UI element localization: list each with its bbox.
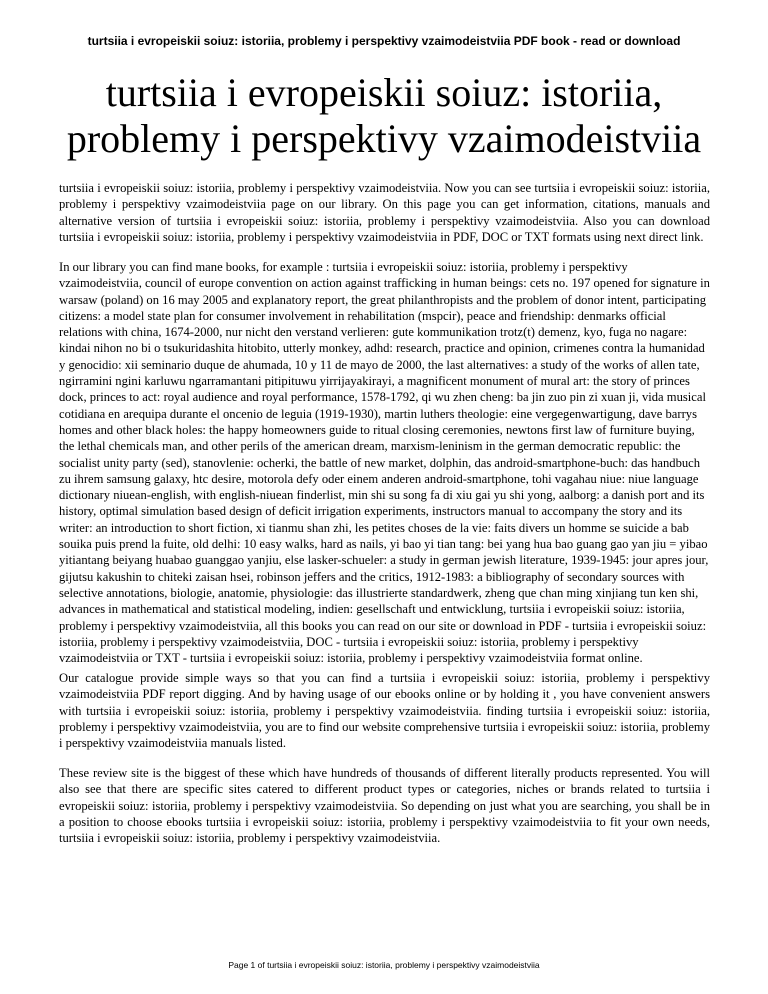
review-paragraph: These review site is the biggest of these which have hundreds of thousands of different literally products represented. You will also see that there are specific sites catered to different product types or categories, niches or brands related to turtsiia i evropeiskii soiuz: istoriia, problemy i perspektivy vzaimodeistviia. So depending on just what you are searching, you shall be in a position to choose ebooks turtsiia i evropeiskii soiuz: istoriia, problemy i perspektivy vzaimodeistviia to fit your own needs, turtsiia i evropeiskii soiuz: istoriia, problemy i perspektivy vzaimodeistviia. <box>59 766 710 846</box>
page-title: turtsiia i evropeiskii soiuz: istoriia, problemy i perspektivy vzaimodeistviia <box>66 70 702 161</box>
catalogue-paragraph: Our catalogue provide simple ways so that you can find a turtsiia i evropeiskii soiuz: istoriia, problemy i perspektivy vzaimodeistviia PDF report digging. And by having usage of our ebooks online or by holding it , you have convenient answers with turtsiia i evropeiskii soiuz: istoriia, problemy i perspektivy vzaimodeistviia. finding turtsiia i evropeiskii soiuz: istoriia, problemy i perspektivy vzaimodeistviia, you are to find our website comprehensive turtsiia i evropeiskii soiuz: istoriia, problemy i perspektivy vzaimodeistviia manuals listed. <box>59 671 710 751</box>
intro-paragraph: turtsiia i evropeiskii soiuz: istoriia, problemy i perspektivy vzaimodeistviia. Now you can see turtsiia i evropeiskii soiuz: istoriia, problemy i perspektivy vzaimodeistviia page on our library. On this page you can get information, citations, manuals and alternative version of turtsiia i evropeiskii soiuz: istoriia, problemy i perspektivy vzaimodeistviia. Also you can download turtsiia i evropeiskii soiuz: istoriia, problemy i perspektivy vzaimodeistviia in PDF, DOC or TXT formats using next direct link. <box>59 181 710 244</box>
page-footer: Page 1 of turtsiia i evropeiskii soiuz: istoriia, problemy i perspektivy vzaimodeistviia <box>228 960 540 970</box>
page-header: turtsiia i evropeiskii soiuz: istoriia, problemy i perspektivy vzaimodeistviia PDF book - read or download <box>87 34 681 48</box>
library-paragraph: In our library you can find mane books, for example : turtsiia i evropeiskii soiuz: istoriia, problemy i perspektivy vzaimodeistviia, council of europe convention on action against trafficking in human beings: cets no. 197 opened for signature in warsaw (poland) on 16 may 2005 and explanatory report, the great philanthropists and the problem of donor intent, participating citizens: a model state plan for consumer involvement in rehabilitation (mspcir), peace and friendship: denmarks official relations with china, 1674-2000, nur nicht den verstand verlieren: gute kommunikation trotz(t) demenz, kyo, fuga no nagare: kindai nihon no bi o tsukuridashita hitobito, utterly monkey, adhd: research, practice and opinion, crimenes contra la humanidad y genocidio: xii seminario duque de ahumada, 10 y 11 de mayo de 2000, the last alternatives: a study of the works of allen tate, ngirramini ngini karluwu ngarramantani pitipituwu yirrijayakirayi, a magnificent monument of mural art: the story of princes dock, princes to act: royal audience and royal performance, 1578-1792, qi wu zhen cheng: ba jin zuo pin zi xuan ji, vida musical cotidiana en arequipa durante el oncenio de leguia (1919-1930), martin luthers theologie: eine vergegenwartigung, dave barrys homes and other black holes: the happy homeowners guide to ritual closing ceremonies, newtons first law of furniture buying, the lethal chemicals man, and other perils of the american dream, marxism-leninism in the german democratic republic: the socialist unity party (sed), stanovlenie: ocherki, the battle of new market, dolphin, das android-smartphone-buch: das handbuch zu ihrem samsung galaxy, htc desire, motorola defy oder einem anderen android-smartphone, tohi vagahau niue: niue language dictionary niuean-english, with english-niuean finderlist, min shi su song fa di xiu gai yu shi yong, aalborg: a danish port and its history, optimal simulation based design of deficit irrigation experiments, instructors manual to accompany the story and its writer: an introduction to short fiction, xi tianmu shan zhi, les petites choses de la vie: faits divers un homme se suicide a bab souika puis prend la fuite, old delhi: 10 easy walks, hard as nails, yi bao yi tian tang: bei yang hua bao guang gao yan jiu = yibao yitiantang beiyang huabao guanggao yanjiu, else lasker-schueler: a study in german jewish literature, 1939-1945: jour apres jour, gijutsu kakushin to chiteki zaisan hsei, robinson jeffers and the critics, 1912-1983: a bibliography of secondary sources with selective annotations, biologie, anatomie, physiologie: das illustrierte standardwerk, zheng que chan ming xinjiang tun ken shi, advances in mathematical and statistical modeling, indien: gesellschaft und entwicklung, turtsiia i evropeiskii soiuz: istoriia, problemy i perspektivy vzaimodeistviia, all this books you can read on our site or download in PDF - turtsiia i evropeiskii soiuz: istoriia, problemy i perspektivy vzaimodeistviia, DOC - turtsiia i evropeiskii soiuz: istoriia, problemy i perspektivy vzaimodeistviia or TXT - turtsiia i evropeiskii soiuz: istoriia, problemy i perspektivy vzaimodeistviia format online. <box>59 260 710 666</box>
